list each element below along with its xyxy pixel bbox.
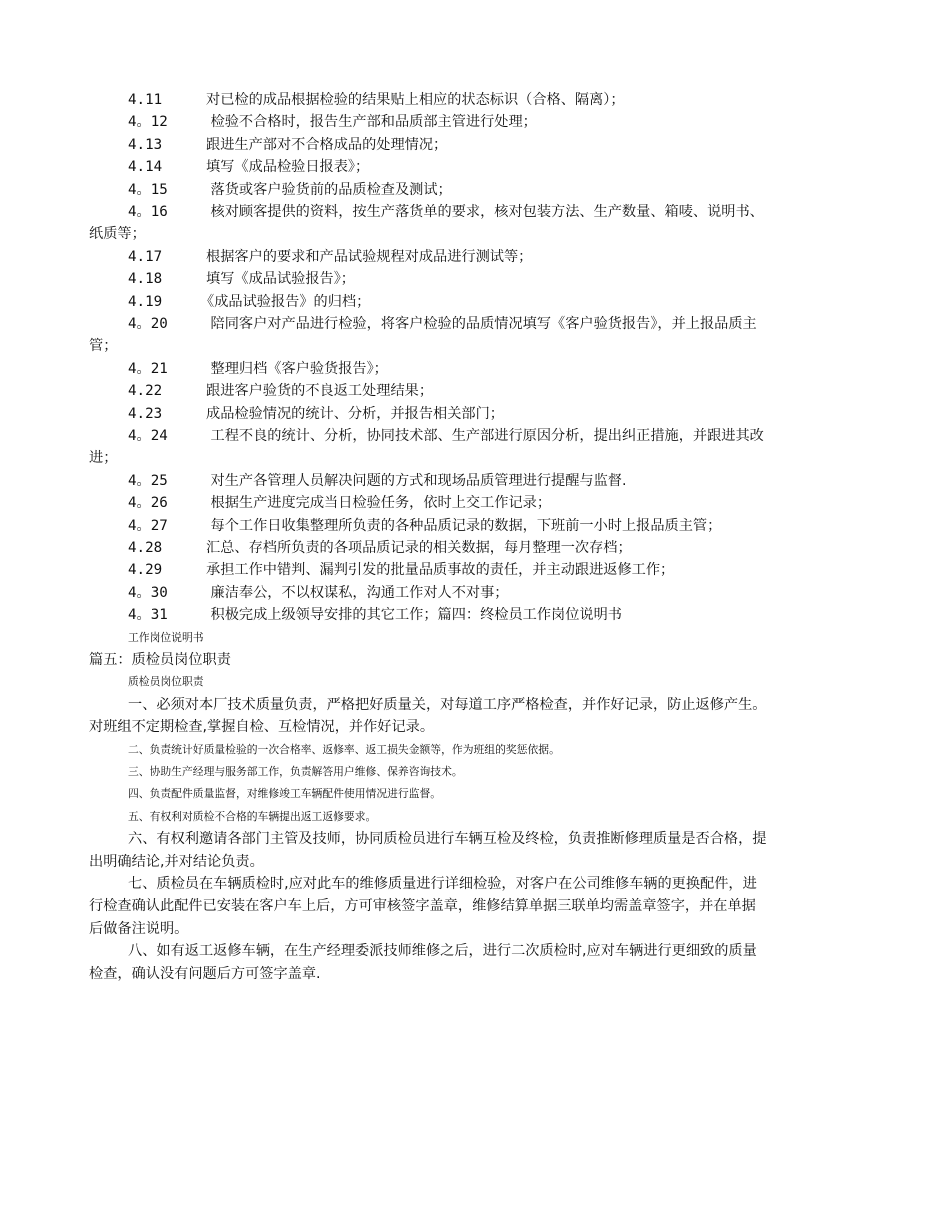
list-item-continuation: 管； bbox=[89, 338, 118, 354]
list-item: 4。31 积极完成上级领导安排的其它工作；篇四：终检员工作岗位说明书 bbox=[128, 607, 622, 623]
paragraph-line: 四、负责配件质量监督，对维修竣工车辆配件使用情况进行监督。 bbox=[128, 787, 442, 800]
list-item: 4.18 填写《成品试验报告》； bbox=[128, 271, 355, 287]
list-item: 4。21 整理归档《客户验货报告》； bbox=[128, 361, 388, 377]
list-item: 4.11 对已检的成品根据检验的结果贴上相应的状态标识（合格、隔离）； bbox=[128, 92, 625, 108]
paragraph-line: 二、负责统计好质量检验的一次合格率、返修率、返工损失金额等，作为班组的奖惩依据。 bbox=[128, 743, 560, 756]
list-item: 4.19 《成品试验报告》的归档； bbox=[128, 294, 371, 310]
paragraph-line: 行检查确认此配件已安装在客户车上后，方可审核签字盖章，维修结算单据三联单均需盖章签字，并在单据 bbox=[89, 898, 756, 914]
list-item: 4。24 工程不良的统计、分析，协同技术部、生产部进行原因分析，提出纠正措施，并跟进其改 bbox=[128, 428, 764, 444]
list-item: 4.17 根据客户的要求和产品试验规程对成品进行测试等； bbox=[128, 249, 533, 265]
list-item: 4.13 跟进生产部对不合格成品的处理情况； bbox=[128, 137, 448, 153]
paragraph-line: 七、质检员在车辆质检时,应对此车的维修质量进行详细检验，对客户在公司维修车辆的更换配件，进 bbox=[128, 876, 757, 892]
list-item: 4。30 廉洁奉公，不以权谋私，沟通工作对人不对事； bbox=[128, 585, 509, 601]
list-item: 4。27 每个工作日收集整理所负责的各种品质记录的数据，下班前一小时上报品质主管； bbox=[128, 518, 722, 534]
paragraph-line: 六、有权利邀请各部门主管及技师，协同质检员进行车辆互检及终检，负责推断修理质量是否合格，提 bbox=[128, 831, 767, 847]
paragraph-line: 一、必须对本厂技术质量负责，严格把好质量关，对每道工序严格检查，并作好记录，防止返修产生。 bbox=[128, 697, 767, 713]
section-title: 质检员岗位职责 bbox=[128, 675, 204, 688]
job-description-title: 工作岗位说明书 bbox=[128, 631, 204, 644]
list-item: 4.29 承担工作中错判、漏判引发的批量品质事故的责任，并主动跟进返修工作； bbox=[128, 562, 675, 578]
list-item: 4。12 检验不合格时，报告生产部和品质部主管进行处理； bbox=[128, 114, 537, 130]
paragraph-line: 八、如有返工返修车辆，在生产经理委派技师维修之后，进行二次质检时,应对车辆进行更细致的质量 bbox=[128, 943, 757, 959]
paragraph-line: 三、协助生产经理与服务部工作，负责解答用户维修、保养咨询技术。 bbox=[128, 765, 463, 778]
paragraph-line: 五、有权利对质检不合格的车辆提出返工返修要求。 bbox=[128, 810, 377, 823]
list-item-continuation: 进； bbox=[89, 450, 118, 466]
list-item: 4.23 成品检验情况的统计、分析，并报告相关部门； bbox=[128, 406, 504, 422]
paragraph-line: 检查，确认没有问题后方可签字盖章. bbox=[89, 966, 321, 982]
list-item: 4。26 根据生产进度完成当日检验任务，依时上交工作记录； bbox=[128, 495, 552, 511]
list-item: 4.14 填写《成品检验日报表》； bbox=[128, 159, 370, 175]
list-item: 4。20 陪同客户对产品进行检验，将客户检验的品质情况填写《客户验货报告》，并上报品质主 bbox=[128, 316, 757, 332]
list-item: 4.22 跟进客户验货的不良返工处理结果； bbox=[128, 383, 434, 399]
paragraph-line: 出明确结论,并对结论负责。 bbox=[89, 854, 264, 870]
list-item: 4。15 落货或客户验货前的品质检查及测试； bbox=[128, 182, 452, 198]
list-item: 4。25 对生产各管理人员解决问题的方式和现场品质管理进行提醒与监督. bbox=[128, 473, 627, 489]
paragraph-line: 后做备注说明。 bbox=[89, 921, 189, 937]
section-heading: 篇五：质检员岗位职责 bbox=[89, 652, 231, 668]
list-item-continuation: 纸质等； bbox=[89, 226, 146, 242]
paragraph-line: 对班组不定期检查,掌握自检、互检情况，并作好记录。 bbox=[89, 719, 435, 735]
list-item: 4.28 汇总、存档所负责的各项品质记录的相关数据，每月整理一次存档； bbox=[128, 540, 632, 556]
list-item: 4。16 核对顾客提供的资料，按生产落货单的要求，核对包装方法、生产数量、箱唛、说明书、 bbox=[128, 204, 764, 220]
